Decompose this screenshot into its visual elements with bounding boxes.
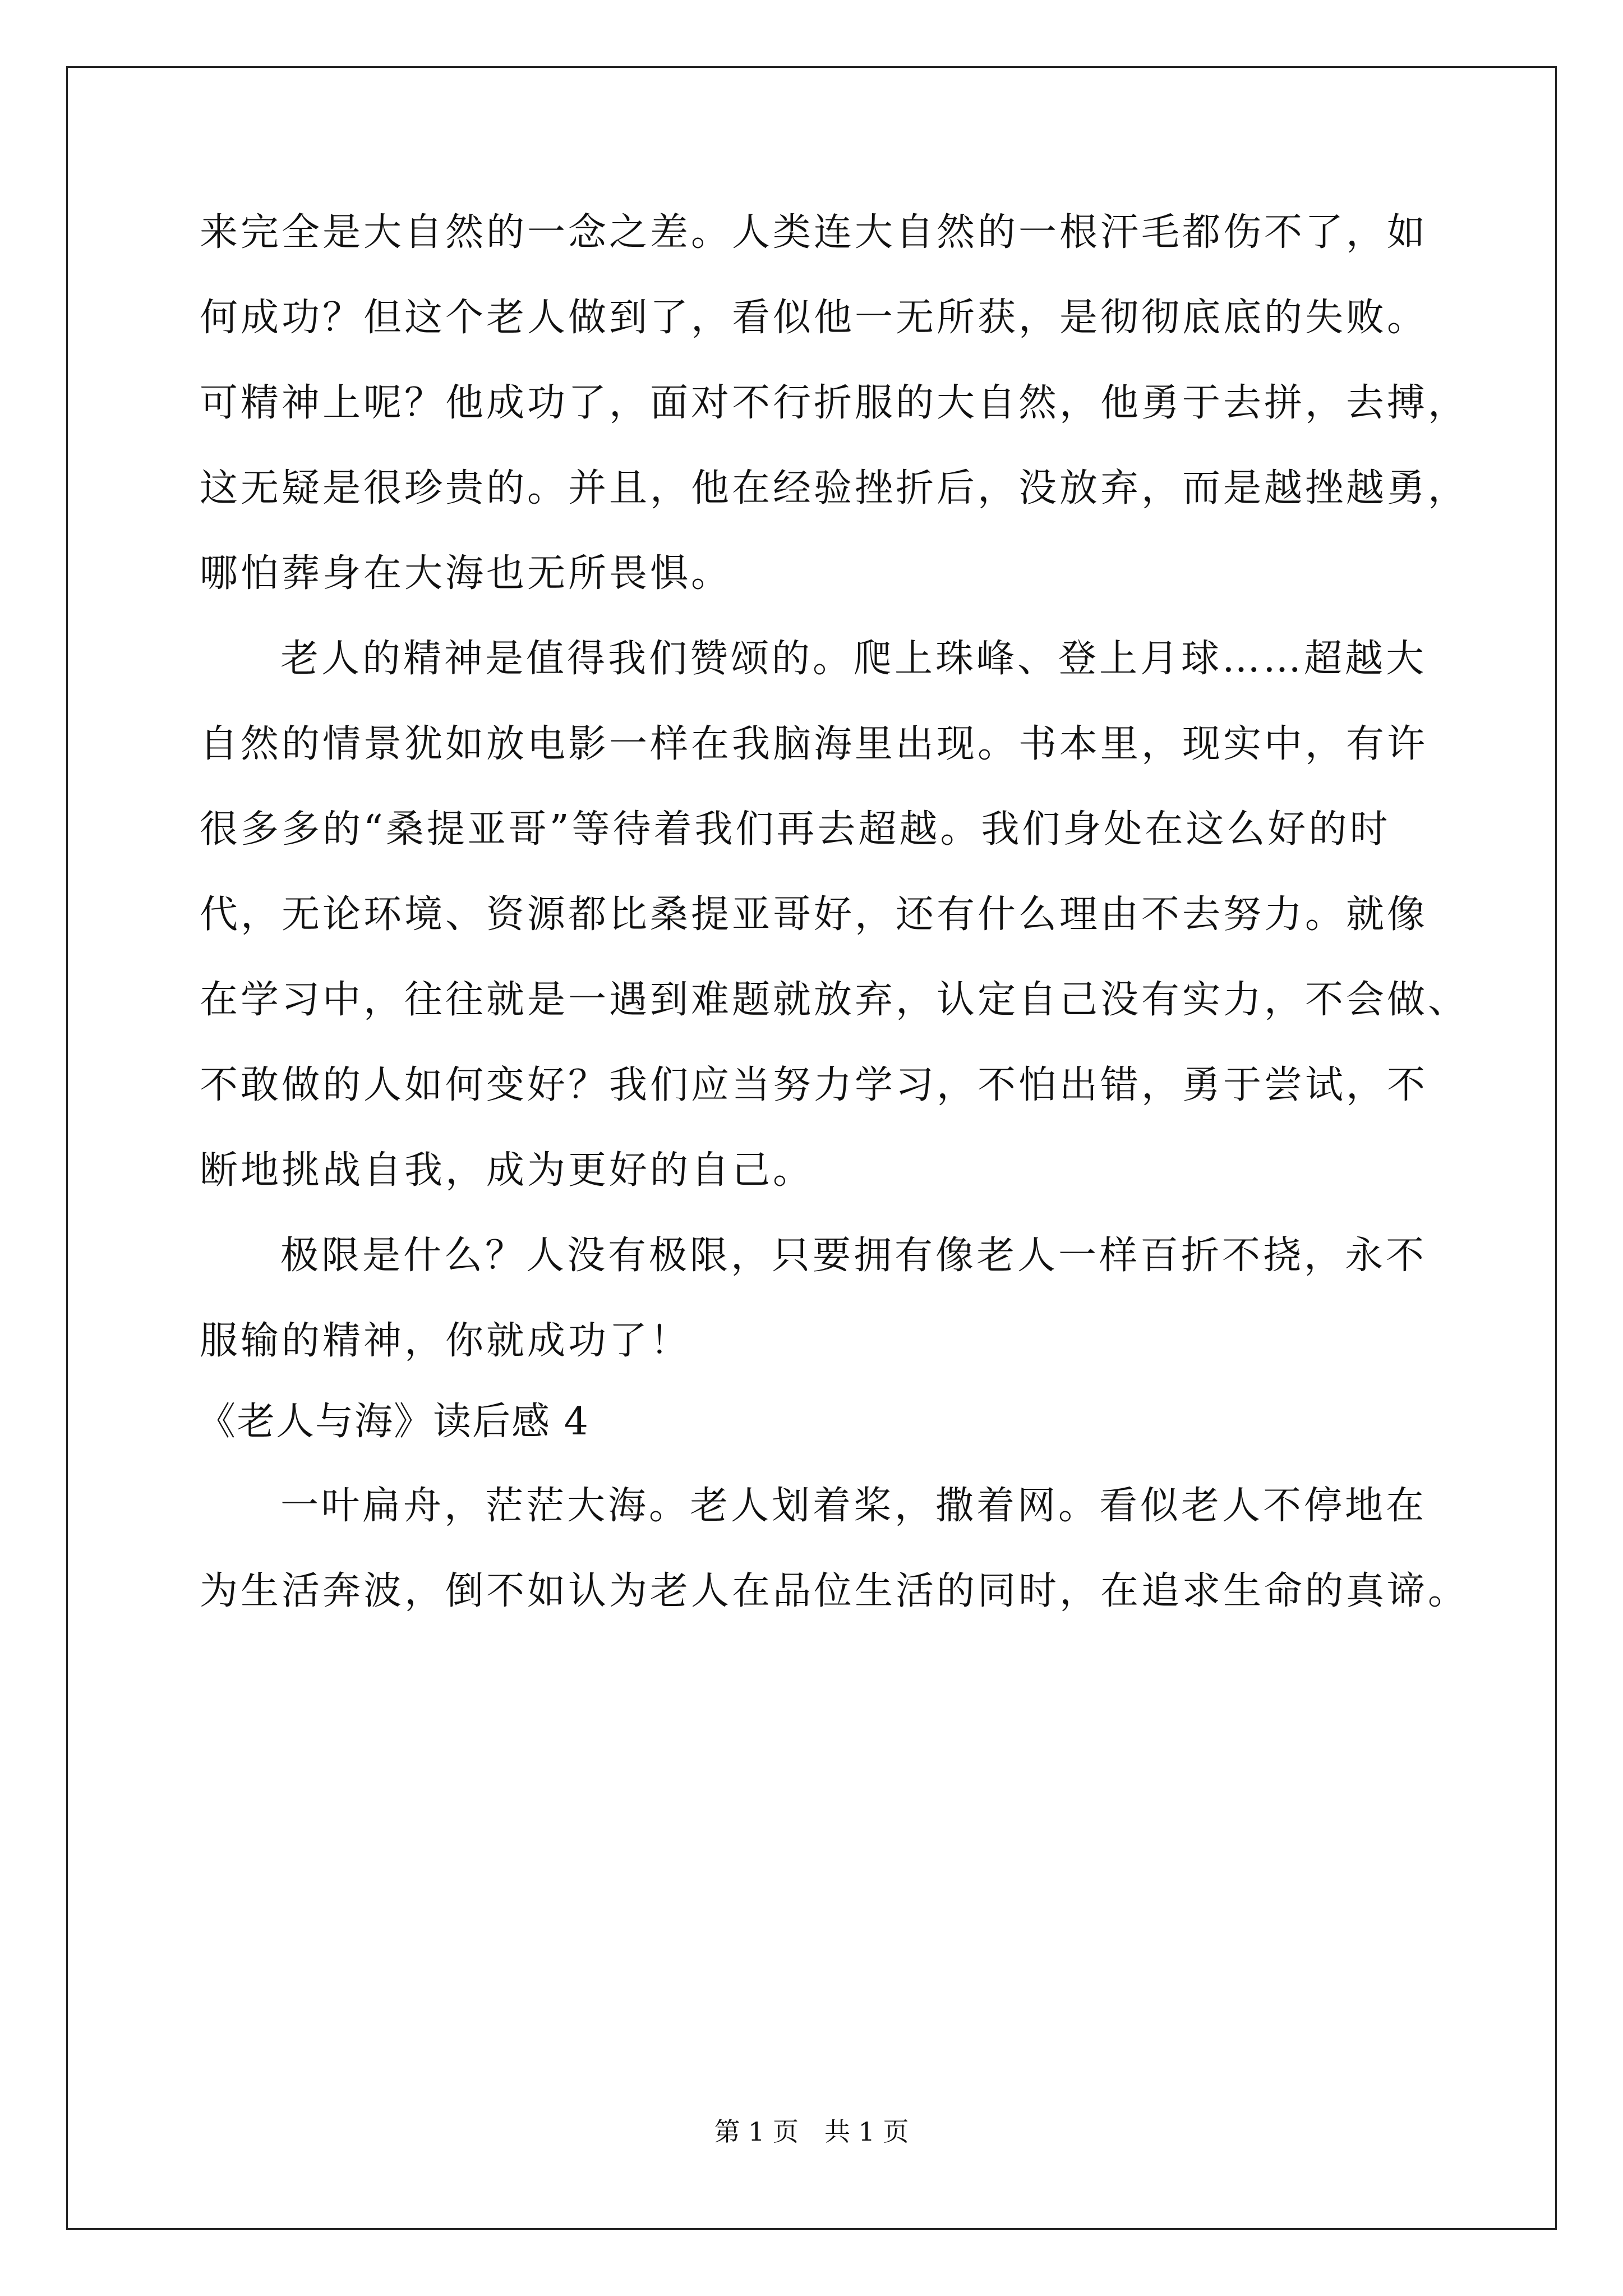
section-title: 《老人与海》读后感 4	[197, 1400, 589, 1444]
page-footer: 第 1 页 共 1 页	[714, 2116, 909, 2147]
text-line: 这无疑是很珍贵的。并且，他在经验挫折后，没放弃，而是越挫越勇，	[200, 466, 1469, 510]
paragraph-start: 一叶扁舟，茫茫大海。老人划着桨，撒着网。看似老人不停地在	[280, 1484, 1427, 1528]
text-line: 为生活奔波，倒不如认为老人在品位生活的同时，在追求生命的真谛。	[200, 1569, 1469, 1613]
paragraph-start: 极限是什么？人没有极限，只要拥有像老人一样百折不挠，永不	[280, 1234, 1427, 1278]
text-line: 何成功？但这个老人做到了，看似他一无所获，是彻彻底底的失败。	[200, 296, 1428, 340]
text-line: 不敢做的人如何变好？我们应当努力学习，不怕出错，勇于尝试，不	[200, 1063, 1428, 1107]
text-line: 哪怕葬身在大海也无所畏惧。	[200, 551, 732, 596]
text-line: 来完全是大自然的一念之差。人类连大自然的一根汗毛都伤不了，如	[200, 210, 1428, 255]
text-line: 自然的情景犹如放电影一样在我脑海里出现。书本里，现实中，有许	[200, 722, 1428, 766]
paragraph-start: 老人的精神是值得我们赞颂的。爬上珠峰、登上月球……超越大	[280, 637, 1427, 681]
text-line: 很多多的“桑提亚哥”等待着我们再去超越。我们身处在这么好的时	[200, 807, 1391, 852]
text-line: 断地挑战自我，成为更好的自己。	[200, 1148, 814, 1193]
text-line: 在学习中，往往就是一遇到难题就放弃，认定自己没有实力，不会做、	[200, 978, 1469, 1022]
text-line: 代，无论环境、资源都比桑提亚哥好，还有什么理由不去努力。就像	[200, 892, 1428, 937]
text-line: 可精神上呢？他成功了，面对不行折服的大自然，他勇于去拼，去搏，	[200, 381, 1469, 425]
text-line: 服输的精神，你就成功了！	[200, 1319, 691, 1363]
